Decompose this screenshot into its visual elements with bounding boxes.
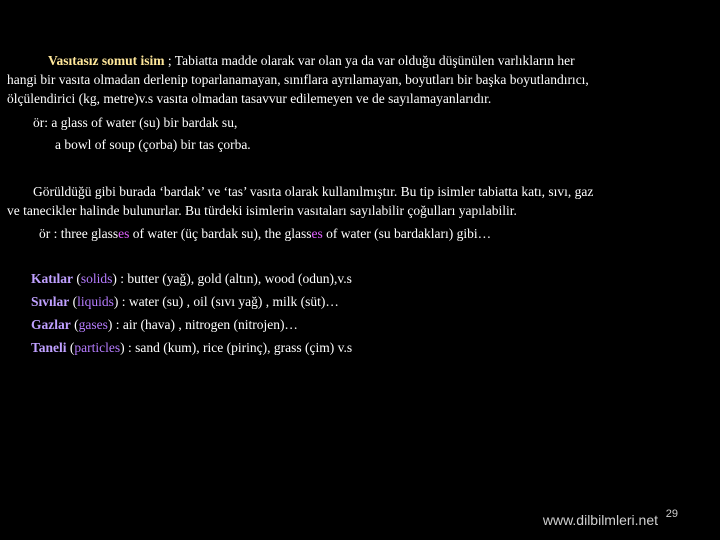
term-vasitasiz-somut-isim: Vasıtasız somut isim [48,53,165,68]
p2-example [39,225,491,243]
list-rest: : butter (yağ), gold (altın), wood (odun),v.s [116,271,352,286]
list-english: particles [74,340,121,355]
p2-line2: ve tanecikler halinde bulunurlar. Bu türdeki isimlerin vasıtaları sayılabilir çoğulları yapılabilir. [7,203,517,218]
list-english: gases [78,317,108,332]
list-english: liquids [77,294,114,309]
list-item: Sıvılar (liquids) : water (su) , oil (sıvı yağ) , milk (süt)… [31,294,339,309]
list-rest: : water (su) , oil (sıvı yağ) , milk (süt)… [118,294,339,309]
list-item: Gazlar (gases) : air (hava) , nitrogen (nitrojen)… [31,317,298,332]
p1-line2: hangi bir vasıta olmadan derlenip toparlanamayan, sınıflara ayrılamayan, boyutları bir başka boyutlandırıcı, [7,72,589,87]
list-rest: : air (hava) , nitrogen (nitrojen)… [112,317,298,332]
p1-line1 [48,52,575,70]
p2-ex-e: of water (su bardakları) gibi… [322,226,492,241]
list-item: Katılar (solids) : butter (yağ), gold (altın), wood (odun),v.s [31,271,352,286]
site-url: www.dilbilmleri.net [542,512,658,528]
list-term: Taneli [31,340,67,355]
p1-example-2: a bowl of soup (çorba) bir tas çorba. [55,137,251,152]
p1-line1-rest: ; Tabiatta madde olarak var olan ya da var olduğu düşünülen varlıkların her [164,53,575,68]
p1-example-1: ör: a glass of water (su) bir bardak su, [33,115,238,130]
list-term: Gazlar [31,317,71,332]
p2-line1: Görüldüğü gibi burada ‘bardak’ ve ‘tas’ vasıta olarak kullanılmıştır. Bu tip isimler tabiatta katı, sıvı, gaz [33,184,594,199]
page-number: 29 [665,508,678,520]
list-term: Katılar [31,271,73,286]
p2-ex-plural-suffix-2: es [311,226,323,241]
list-english: solids [80,271,113,286]
p2-ex-a: ör : three glass [39,226,119,241]
list-term: Sıvılar [31,294,70,309]
p1-line3: ölçülendirici (kg, metre)v.s vasıta olmadan tasavvur edilemeyen ve de sayılamayanlarıdır. [7,91,492,106]
p2-ex-plural-suffix-1: es [118,226,130,241]
list-rest: : sand (kum), rice (pirinç), grass (çim) v.s [124,340,353,355]
p2-ex-c: of water (üç bardak su), the glass [129,226,312,241]
list-item: Taneli (particles) : sand (kum), rice (pirinç), grass (çim) v.s [31,340,353,355]
